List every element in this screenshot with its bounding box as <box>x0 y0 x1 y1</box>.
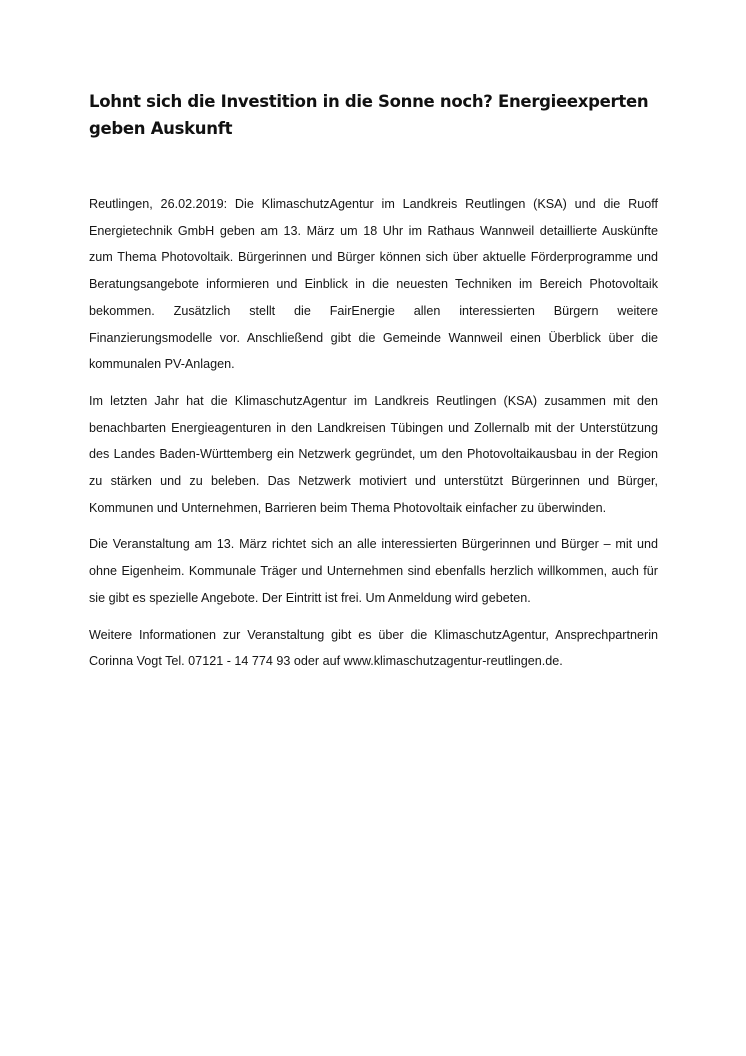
paragraph-intro: Reutlingen, 26.02.2019: Die KlimaschutzAgentur im Landkreis Reutlingen (KSA) und die Ruoff Energietechnik GmbH geben am 13. März um 18 Uhr im Rathaus Wannweil detaillierte Auskünfte zum Thema Photovoltaik. Bürgerinnen und Bürger können sich über aktuelle Förderprogramme und Beratungsangebote informieren und Einblick in die neuesten Techniken im Bereich Photovoltaik bekommen. Zusätzlich stellt die FairEnergie allen interessierten Bürgern weitere Finanzierungsmodelle vor. Anschließend gibt die Gemeinde Wannweil einen Überblick über die kommunalen PV-Anlagen. <box>89 197 658 372</box>
document-page <box>89 88 658 685</box>
paragraph-network: Im letzten Jahr hat die KlimaschutzAgentur im Landkreis Reutlingen (KSA) zusammen mit den benachbarten Energieagenturen in den Landkreisen Tübingen und Zollernalb mit der Unterstützung des Landes Baden-Württemberg ein Netzwerk gegründet, um den Photovoltaikausbau in der Region zu stärken und zu beleben. Das Netzwerk motiviert und unterstützt Bürgerinnen und Bürger, Kommunen und Unternehmen, Barrieren beim Thema Photovoltaik einfacher zu überwinden. <box>89 393 658 515</box>
document-title: Lohnt sich die Investition in die Sonne noch? Energieexperten geben Auskunft <box>89 92 649 138</box>
paragraph-contact: Weitere Informationen zur Veranstaltung gibt es über die KlimaschutzAgentur, Ansprechpartnerin Corinna Vogt Tel. 07121 - 14 774 93 oder auf www.klimaschutzagentur-reutlingen.de. <box>89 627 658 669</box>
paragraph-event: Die Veranstaltung am 13. März richtet sich an alle interessierten Bürgerinnen und Bürger – mit und ohne Eigenheim. Kommunale Träger und Unternehmen sind ebenfalls herzlich willkommen, auch für sie gibt es spezielle Angebote. Der Eintritt ist frei. Um Anmeldung wird gebeten. <box>89 537 658 605</box>
